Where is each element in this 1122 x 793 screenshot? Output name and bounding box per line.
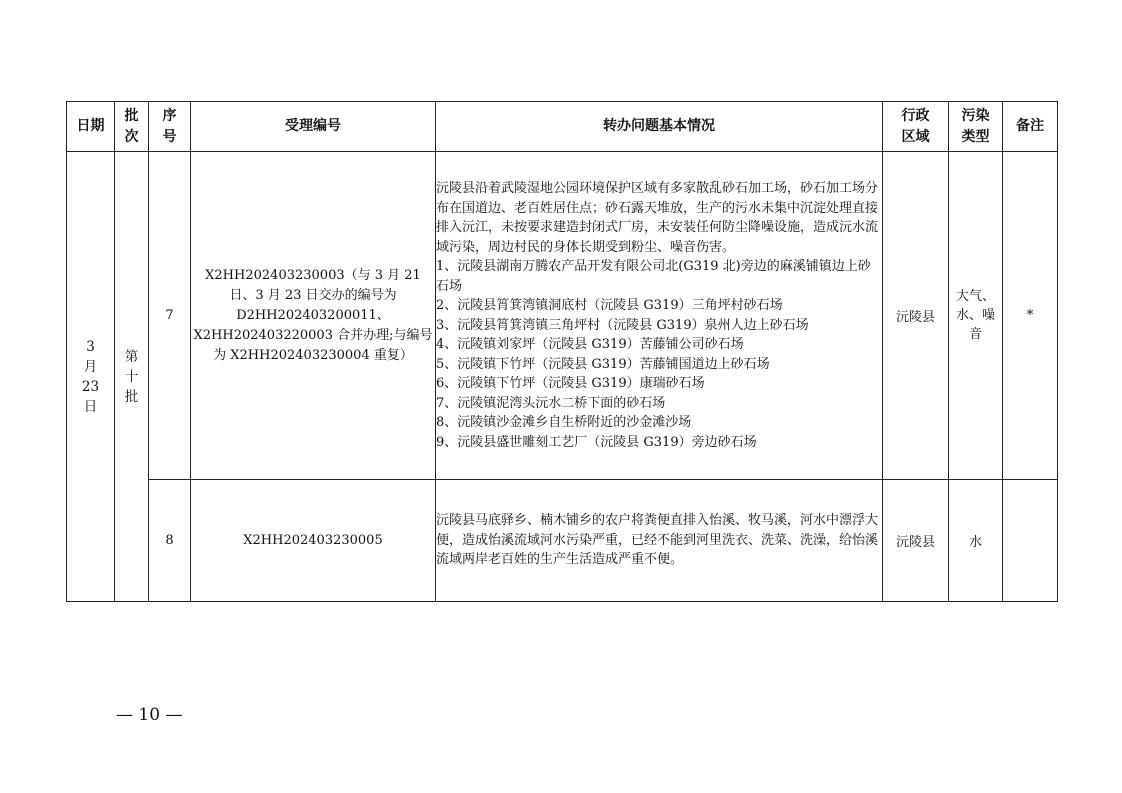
summary-item: 5、沅陵镇下竹坪（沅陵县 G319）苦藤铺国道边上砂石场 [436,356,770,372]
complaint-table [66,101,1058,602]
summary-cell [436,480,883,602]
header-row [67,102,1058,152]
header-accept-no: 受理编号 [191,102,436,152]
region-cell: 沅陵县 [883,480,949,602]
summary-item: 7、沅陵镇泥湾头沅水二桥下面的砂石场 [436,395,666,411]
accept-no-cell: X2HH202403230005 [191,480,436,602]
summary-item: 6、沅陵镇下竹坪（沅陵县 G319）康瑞砂石场 [436,376,705,391]
page-number: — 10 — [116,705,183,725]
header-seq: 序 号 [149,102,191,152]
header-pollution: 污染 类型 [949,102,1003,152]
summary-item: 8、沅陵镇沙金滩乡自生桥附近的沙金滩沙场 [436,415,692,430]
header-summary: 转办问题基本情况 [436,102,883,152]
summary-item: 9、沅陵县盛世雕刻工艺厂（沅陵县 G319）旁边砂石场 [436,434,757,450]
remark-cell [1003,480,1058,602]
remark-cell: * [1003,152,1058,480]
summary-item: 1、沅陵县湖南万腾农产品开发有限公司北(G319 北)旁边的麻溪铺镇边上砂石场 [436,259,871,294]
region-cell: 沅陵县 [883,152,949,480]
summary-cell [436,152,883,480]
table-row [67,152,1058,480]
header-remark: 备注 [1003,102,1058,152]
seq-cell: 8 [149,480,191,602]
summary-item: 4、沅陵镇刘家坪（沅陵县 G319）苦藤铺公司砂石场 [436,337,744,352]
table-row [67,480,1058,602]
summary-intro: 沅陵县沿着武陵湿地公园环境保护区域有多家散乱砂石加工场，砂石加工场分布在国道边、老百姓居住点；砂石露天堆放，生产的污水未集中沉淀处理直接排入沅江，未按要求建造封闭式厂房，未安装任何防尘降噪设施，造成沅水流域污染，周边村民的身体长期受到粉尘、噪音伤害。 [436,181,879,255]
header-date: 日期 [67,102,115,152]
pollution-cell: 水 [949,480,1003,602]
header-region: 行政 区域 [883,102,949,152]
summary-intro: 沅陵县马底驿乡、楠木铺乡的农户将粪便直排入怡溪、牧马溪，河水中漂浮大便，造成怡溪流域河水污染严重，已经不能到河里洗衣、洗菜、洗澡，给怡溪流域两岸老百姓的生产生活造成严重不便。 [436,513,879,568]
summary-item: 2、沅陵县筲箕湾镇洞底村（沅陵县 G319）三角坪村砂石场 [436,298,783,313]
accept-no-cell: X2HH202403230003（与 3 月 21 日、3 月 23 日交办的编号为 D2HH202403200011、X2HH202403220003 合并办理;与编号为 X2HH202403230004 重复） [191,152,436,480]
seq-cell: 7 [149,152,191,480]
date-cell: 3 月 23 日 [67,152,115,602]
batch-cell: 第 十 批 [115,152,149,602]
summary-item: 3、沅陵县筲箕湾镇三角坪村（沅陵县 G319）泉州人边上砂石场 [436,317,809,333]
header-batch: 批 次 [115,102,149,152]
pollution-cell: 大气、 水、噪 音 [949,152,1003,480]
